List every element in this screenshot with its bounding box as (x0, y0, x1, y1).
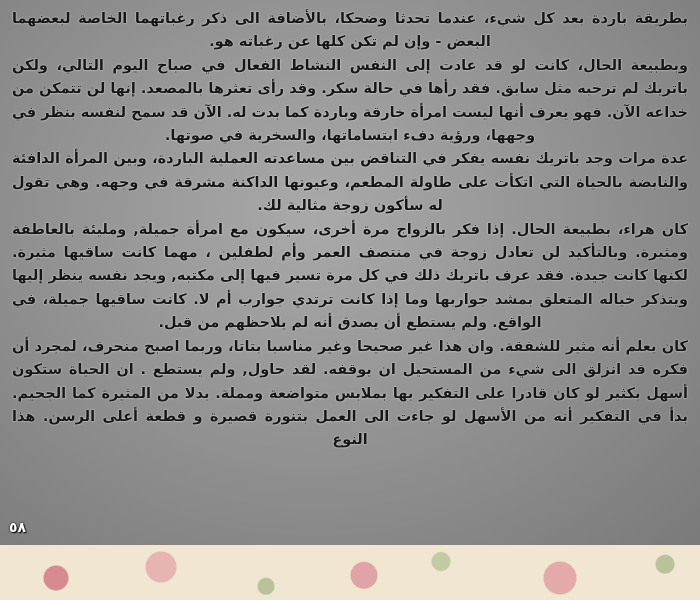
paragraph: كان يعلم أنه مثير للشفقة. وان هذا غير صحيحا وغير مناسبا بتاتا، وربما اصبح منحرف، لمجرد أن فكره قد انزلق الى شيء من المستحيل ان يوقفه. لقد حاول, ولم يستطع . ان الحياة ستكون أسهل بكثير لو كان قادرا على التفكير بها بملابس متواضعة ومملة. بدلا من المثيرة كما الجحيم. بدأ في التفكير أنه من الأسهل لو جاءت الى العمل بتنورة قصيرة و قطعة أعلى الرسن. هذا النوع (12, 338, 688, 449)
paragraph: وبطبيعة الحال، كانت لو قد عادت إلى النفس النشاط الفعال في صباح اليوم التالي، ولكن باتريك لم ترحبه مثل سابق. فقد رأها في حالة سكر. وقد رأى تعثرها بالمصعد. إنها لن تتمكن من خداعه الآن. فهو يعرف أنها ليست امرأة خارقة وباردة كما بدت له. الآن قد سمح لنفسه بنظر في وجهها، ورؤية دفء ابتساماتها، والسخرية في صوتها. (12, 57, 688, 145)
story-text (12, 8, 688, 453)
paragraph: عدة مرات وجد باتريك نفسه يفكر في التناقض بين مساعدته العملية الباردة، وبين المرأة الدافئة والنابضة بالحياة التي اتكأت على طاولة المطعم، وعيونها الداكنة مشرقة في وجهه. وهي تقول له سأكون زوجة مثالية لك. (12, 151, 688, 215)
paragraph: كان هراء، بطبيعة الحال. إذا فكر بالزواج مرة أخرى، سيكون مع امرأة جميلة, ومليئة بالعاطفة ومثيرة. وبالتأكيد لن تعادل زوجة في منتصف العمر وأم لطفلين ، مهما كانت ساقيها مثيرة. لكنها كانت جيدة. فقد عرف باتريك ذلك في كل مرة تسير فيها إلى مكتبه, ويجد نفسه ينظر إليها ويتذكر خياله المتعلق بمشد جواربها وما إذا كانت ترتدي جوارب أم لا. كانت ساقيها جميلة، في الواقع. ولم يستطع أن يصدق أنه لم يلاحظهم من قبل. (12, 221, 688, 332)
floral-border (0, 545, 700, 600)
page-number: ٥٨ (9, 520, 27, 536)
paragraph: بطريقة باردة بعد كل شيء، عندما تحدثا وضحكا، بالأضافة الى ذكر رغباتهما الخاصة لبعضهما البعض - وإن لم تكن كلها عن رغباته هو. (12, 11, 688, 51)
